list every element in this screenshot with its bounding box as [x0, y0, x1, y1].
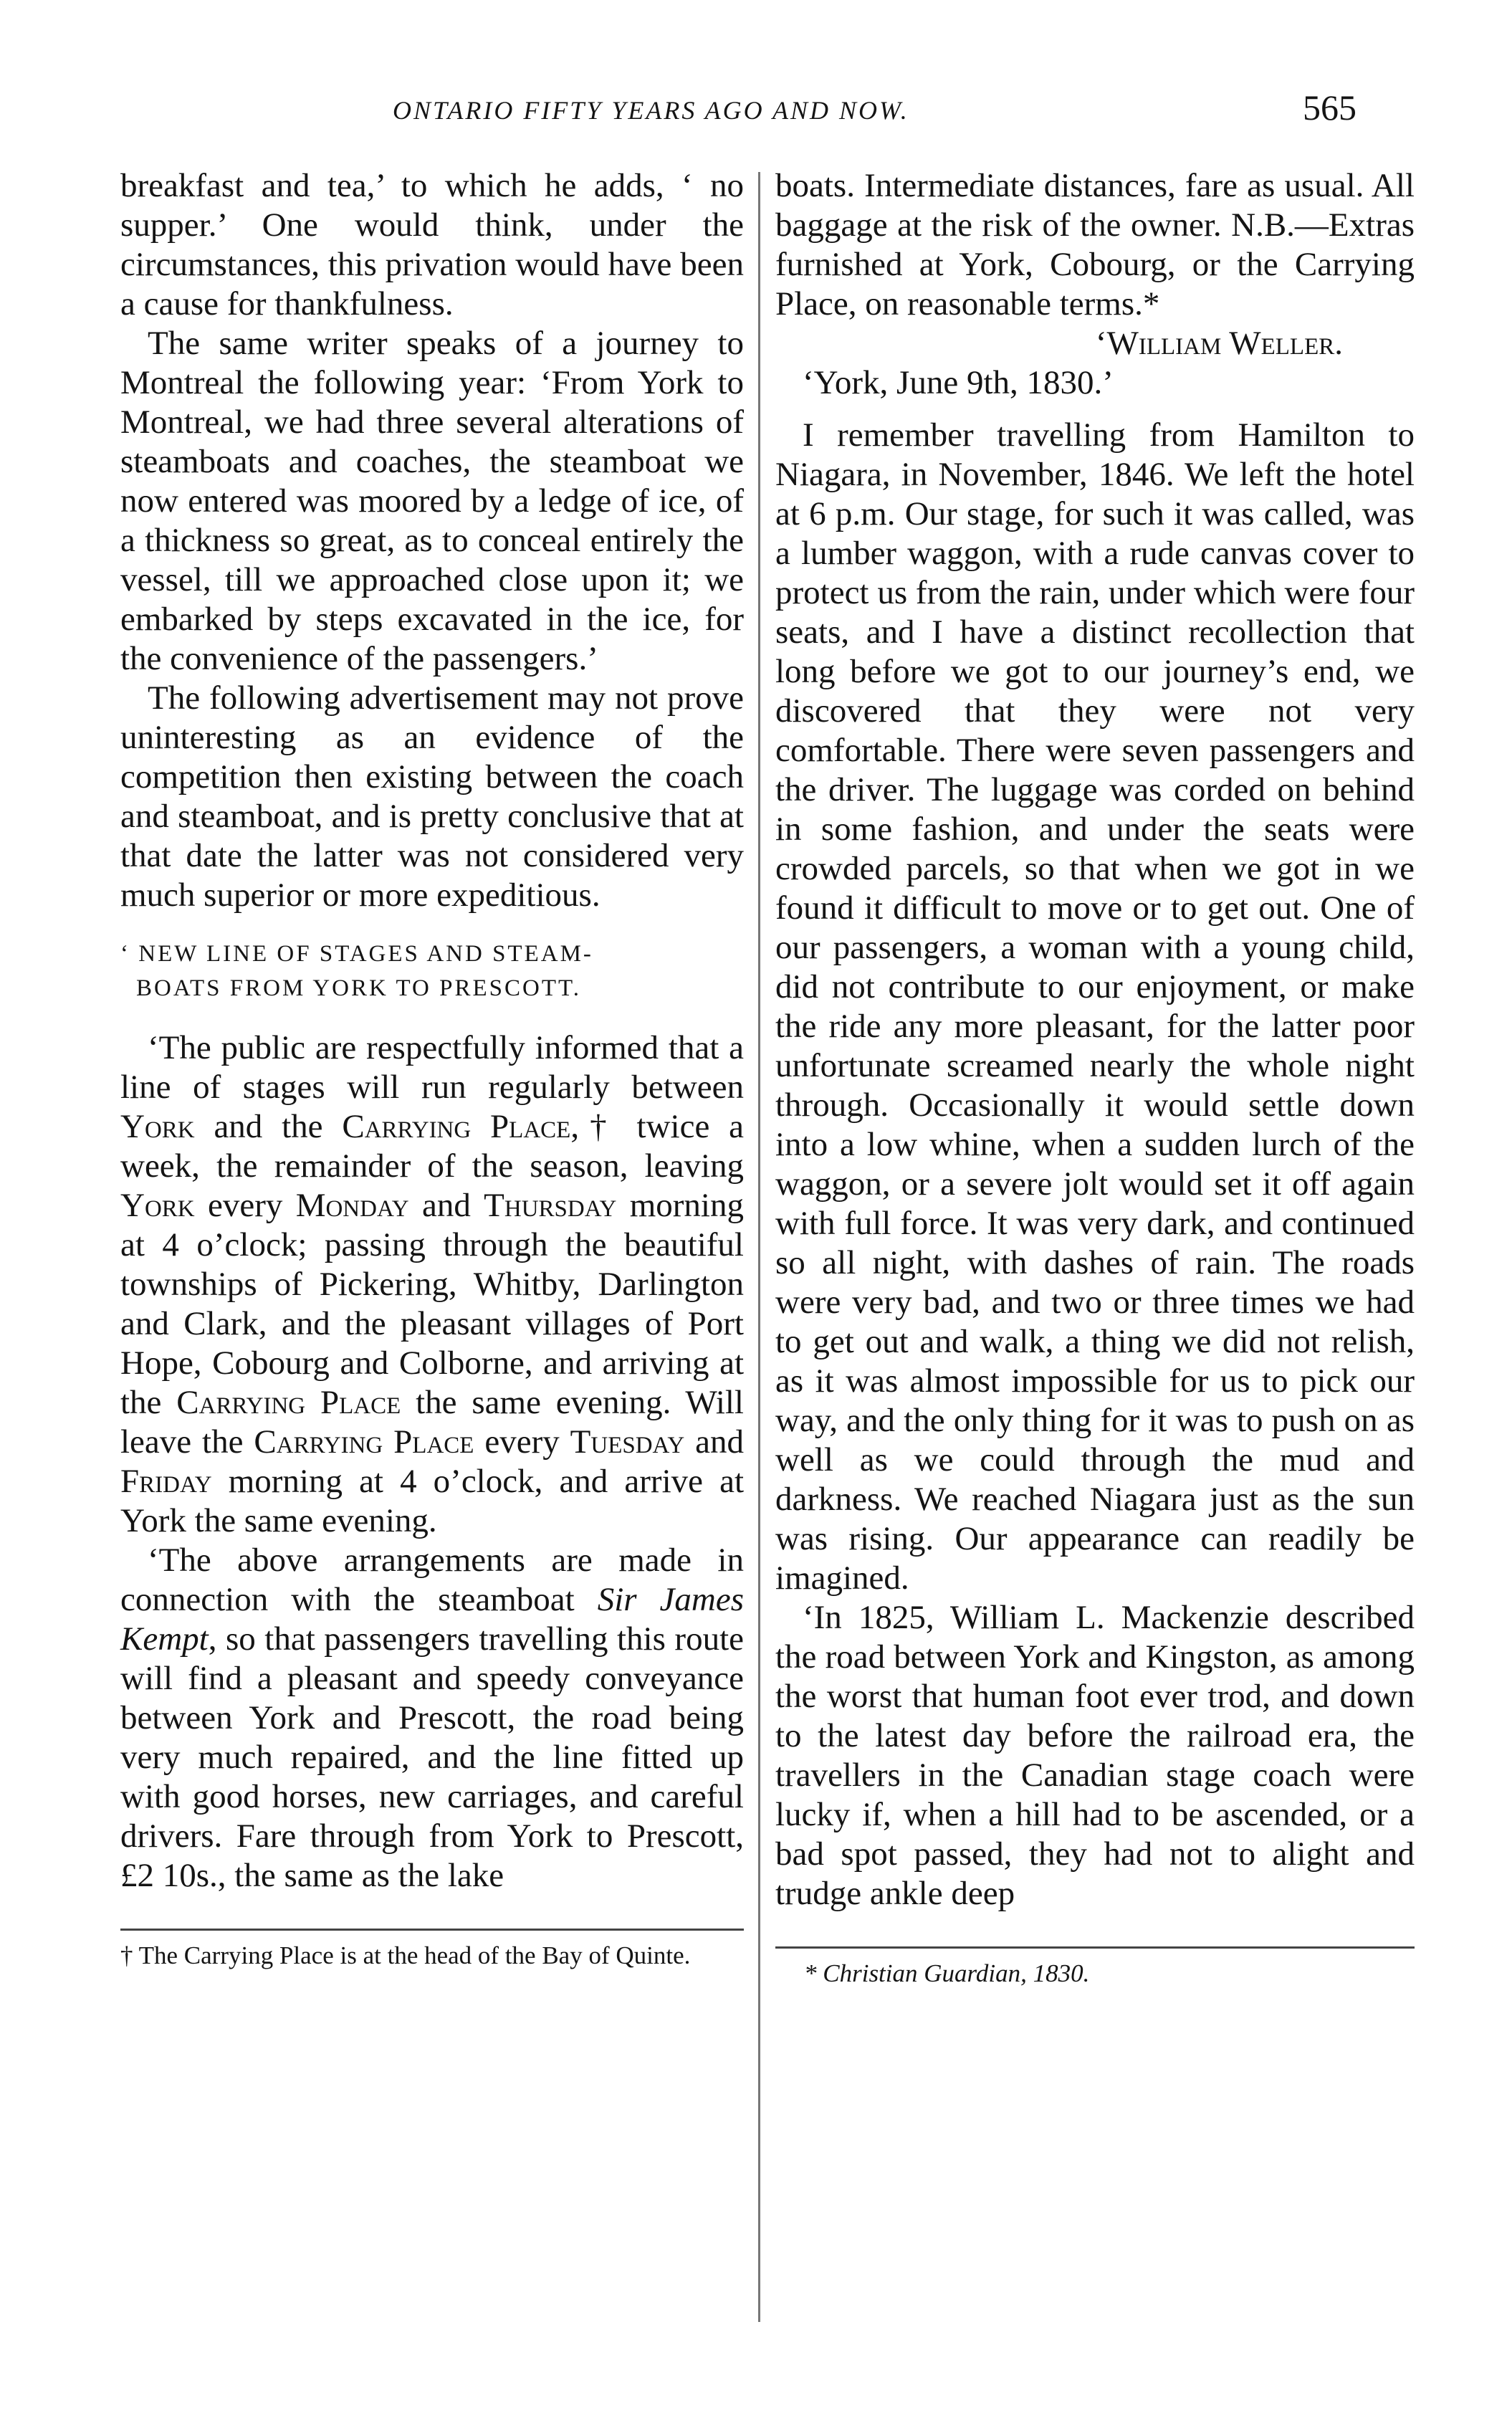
paragraph: boats. Intermediate distances, fare as usual. All baggage at the risk of the owner. N.B.—Extras furnished at York, Cobourg, or the Carrying Place, on reasonable terms.*	[775, 167, 1415, 322]
signature-date: ‘York, June 9th, 1830.’	[803, 364, 1114, 401]
text-run: the same evening. Will leave the	[120, 1384, 744, 1461]
text-run: every	[474, 1423, 570, 1461]
text-run: ‘The above arrangements are made in connection with the steamboat	[120, 1542, 744, 1618]
text-run: every	[194, 1187, 296, 1224]
advertisement-heading-line: ‘ NEW LINE OF STAGES AND STEAM-	[120, 941, 593, 967]
text-run: and	[684, 1423, 744, 1461]
text-run: and	[408, 1187, 484, 1224]
small-caps-run: York	[120, 1187, 195, 1224]
advertisement-paragraph	[120, 1541, 744, 1896]
text-run: , so that passengers travelling this route will find a pleasant and speedy conveyance between York and Prescott, the road being very much repaired, and the line fitted up with good horses, new carriages, and careful drivers. Fare through from York to Prescott, £2 10s., the same as the lake	[120, 1620, 744, 1894]
paragraph: I remember travelling from Hamilton to Niagara, in November, 1846. We left the hotel at 6 p.m. Our stage, for such it was called, was a lumber waggon, with a rude canvas cover to protect us from the rain, under which were four seats, and I have a distinct recollection that long before we got to our journey’s end, we discovered that they were not very comfortable. There were seven passengers and the driver. The luggage was corded on behind in some fashion, and under the seats were crowded parcels, so that when we got in we found it difficult to move or to get out. One of our passengers, a woman with a young child, did not contribute to our enjoyment, or make the ride any more pleasant, for the latter poor unfortunate screamed nearly the whole night through. Occasionally it would settle down into a low whine, when a sudden lurch of the waggon, or a severe jolt would set it off again with full force. It was very dark, and continued so all night, with dashes of rain. The roads were very bad, and two or three times we had to get out and walk, a thing we did not relish, as it was almost impossible for us to pick our way, and the only thing for it was to push on as well as we could through the mud and darkness. We reached Niagara just as the sun was rising. Our appearance can readily be imagined.	[775, 416, 1415, 1597]
small-caps-run: Friday	[120, 1463, 212, 1500]
footnote-rule	[775, 1946, 1415, 1949]
text-run: and the	[194, 1108, 343, 1145]
small-caps-run: York	[120, 1108, 195, 1145]
text-run: morning at 4 o’clock; passing through the beautiful townships of Pickering, Whitby, Darlington and Clark, and the pleasant villages of Port Hope, Cobourg and Colborne, and arriving at the	[120, 1187, 744, 1421]
advertisement-heading-line: BOATS FROM YORK TO PRESCOTT.	[136, 975, 581, 1001]
small-caps-run: Thursday	[484, 1187, 617, 1224]
page-header	[0, 85, 1512, 142]
small-caps-run: Monday	[295, 1187, 409, 1224]
footnote: † The Carrying Place is at the head of the Bay of Quinte.	[120, 1941, 691, 1969]
left-column	[120, 166, 744, 1971]
small-caps-run: Carrying Place	[342, 1108, 571, 1145]
small-caps-run: Carrying Place	[254, 1423, 474, 1461]
advertisement-heading	[120, 937, 744, 1005]
signature-name: ‘William Weller.	[1095, 325, 1343, 362]
paragraph: The same writer speaks of a journey to Montreal the following year: ‘From York to Montreal, we had three several alterations of steamboats and coaches, the steamboat we now entered was moored by a ledge of ice, of a thickness so great, as to conceal entirely the vessel, till we approached close upon it; we embarked by steps excavated in the ice, for the convenience of the passengers.’	[120, 325, 744, 677]
paragraph: The following advertisement may not prove uninteresting as an evidence of the competition then existing between the coach and steamboat, and is pretty conclusive that at that date the latter was not considered very much superior or more expeditious.	[120, 679, 744, 914]
right-column	[775, 166, 1415, 1989]
small-caps-run: Tuesday	[570, 1423, 685, 1461]
small-caps-run: Carrying Place	[176, 1384, 401, 1421]
text-run: morning at 4 o’clock, and arrive at York the same evening.	[120, 1463, 744, 1539]
footnote-rule	[120, 1929, 744, 1931]
ship-name: Sir James Kempt	[120, 1581, 744, 1658]
column-divider	[758, 172, 760, 2322]
text-run: ,† twice a week, the remainder of the season, leaving	[120, 1108, 744, 1185]
text-run: ‘The public are respectfully informed that a line of stages will run regularly between	[120, 1029, 744, 1106]
advertisement-paragraph	[120, 1028, 744, 1541]
paragraph: ‘In 1825, William L. Mackenzie described the road between York and Kingston, as among the worst that human foot ever trod, and down to the latest day before the railroad era, the travellers in the Canadian stage coach were lucky if, when a hill had to be ascended, or a bad spot passed, they had not to alight and trudge ankle deep	[775, 1599, 1415, 1912]
footnote: * Christian Guardian, 1830.	[804, 1959, 1090, 1987]
running-head: ONTARIO FIFTY YEARS AGO AND NOW.	[393, 96, 909, 125]
paragraph: breakfast and tea,’ to which he adds, ‘ no supper.’ One would think, under the circumstances, this privation would have been a cause for thankfulness.	[120, 167, 744, 322]
page-number: 565	[1303, 87, 1357, 128]
